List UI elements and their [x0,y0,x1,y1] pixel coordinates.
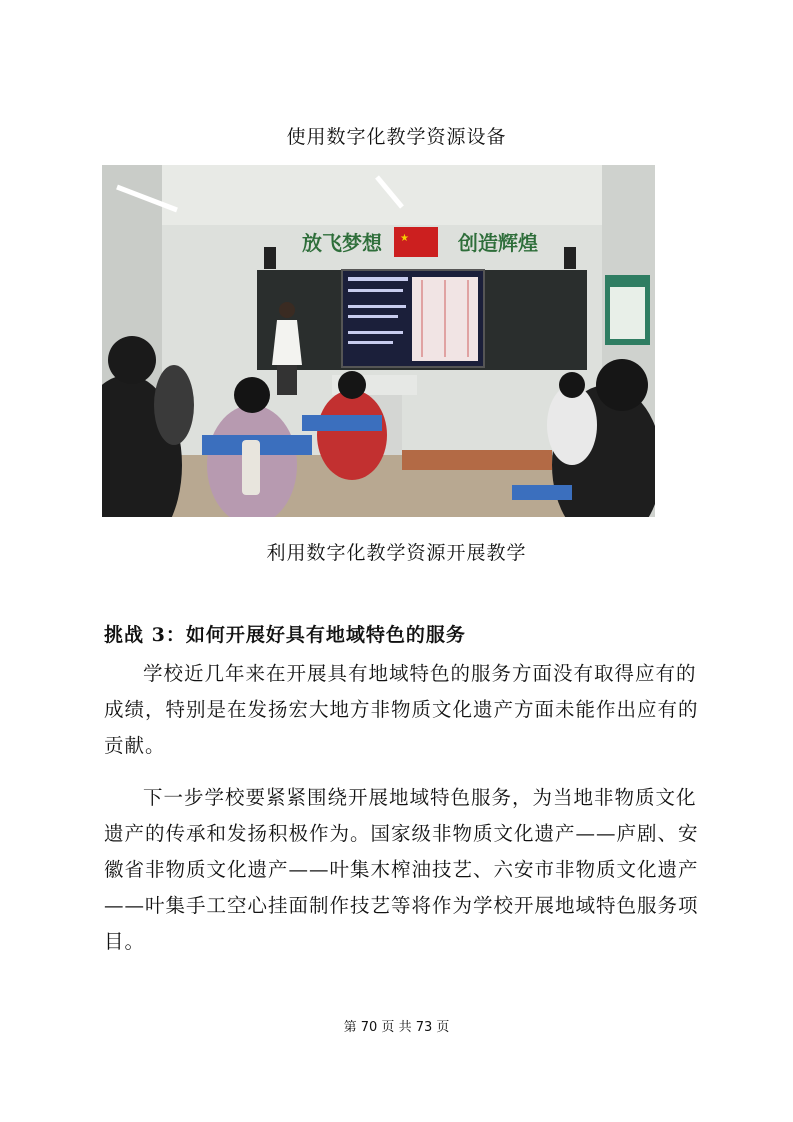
paragraph-1: 学校近几年来在开展具有地域特色的服务方面没有取得应有的成绩，特别是在发扬宏大地方非物质文化遗产方面未能作出应有的贡献。 [104,662,699,757]
caption-top: 使用数字化教学资源设备 [286,126,507,148]
student [317,390,387,480]
banner-left: 放飞梦想 [302,231,382,255]
svg-text:★: ★ [400,233,409,244]
paragraph-2: 下一步学校要紧紧围绕开展地域特色服务，为当地非物质文化遗产的传承和发扬积极作为。国家级非物质文化遗产——庐剧、安徽省非物质文化遗产——叶集木榨油技艺、六安市非物质文化遗产——叶集手工空心挂面制作技艺等将作为学校开展地域特色服务项目。 [104,786,699,953]
page-number: 第 70 页 共 73 页 [343,1020,450,1035]
classroom-illustration [102,165,655,517]
classroom-photo [102,165,655,517]
banner-right: 创造辉煌 [458,231,538,255]
caption-bottom: 利用数字化教学资源开展教学 [266,542,527,564]
section-heading: 挑战 3：如何开展好具有地域特色的服务 [104,624,466,646]
teacher [279,302,295,318]
